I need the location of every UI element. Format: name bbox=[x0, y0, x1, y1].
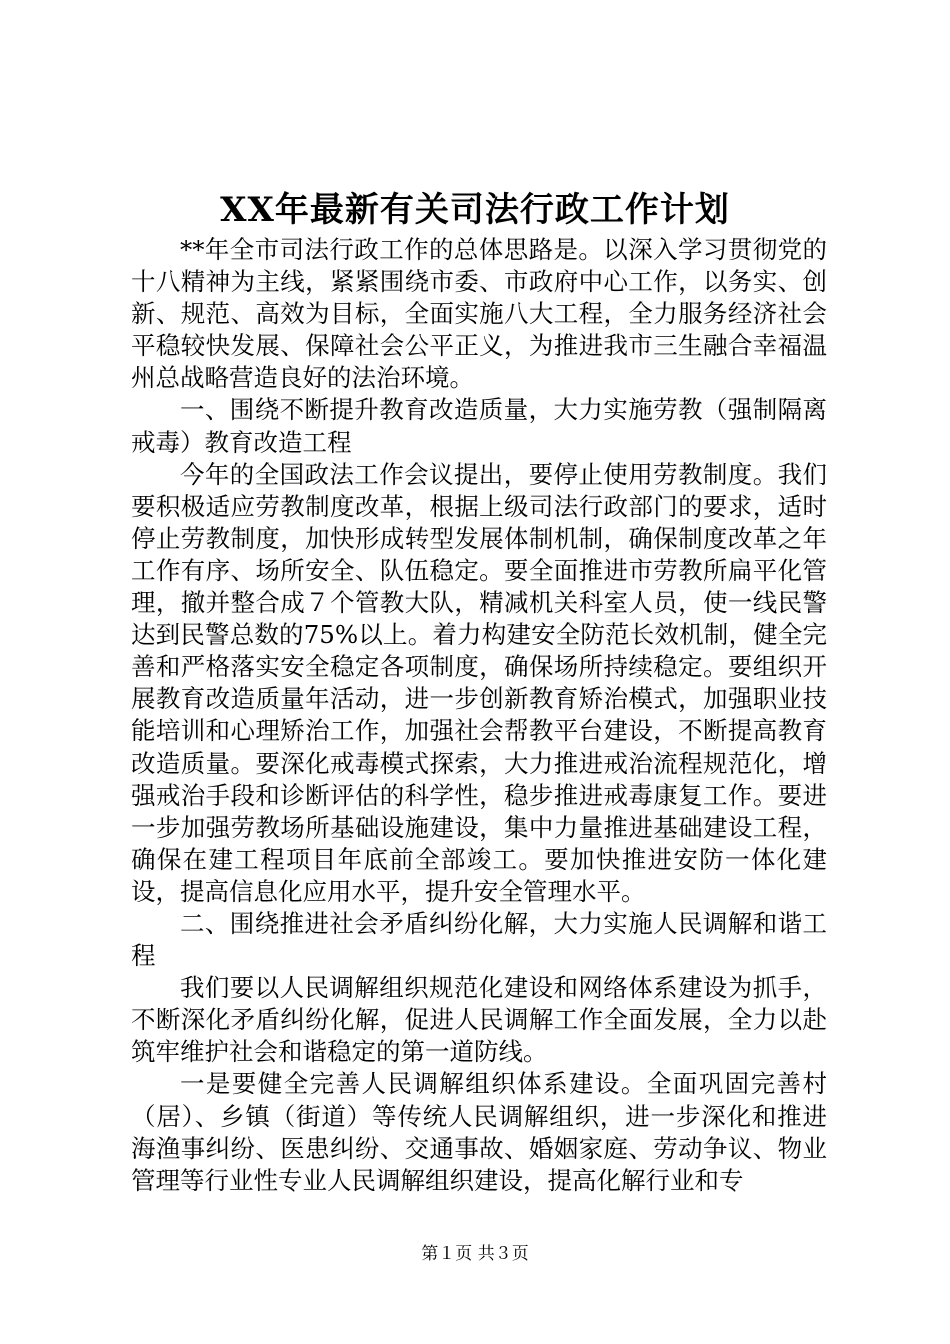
paragraph-section-two-intro: 我们要以人民调解组织规范化建设和网络体系建设为抓手，不断深化矛盾纠纷化解，促进人民调解工作全面发展，全力以赴筑牢维护社会和谐稳定的第一道防线。 bbox=[131, 973, 827, 1067]
document-title: XX年最新有关司法行政工作计划 bbox=[220, 190, 730, 230]
heading-section-two: 二、围绕推进社会矛盾纠纷化解，大力实施人民调解和谐工程 bbox=[131, 908, 827, 971]
paragraph-section-one: 今年的全国政法工作会议提出，要停止使用劳教制度。我们要积极适应劳教制度改革，根据上级司法行政部门的要求，适时停止劳教制度，加快形成转型发展体制机制，确保制度改革之年工作有序、场所安全、队伍稳定。要全面推进市劳教所扁平化管理，撤并整合成７个管教大队，精减机关科室人员，使一线民警达到民警总数的75%以上。着力构建安全防范长效机制，健全完善和严格落实安全稳定各项制度，确保场所持续稳定。要组织开展教育改造质量年活动，进一步创新教育矫治模式，加强职业技能培训和心理矫治工作，加强社会帮教平台建设，不断提高教育改造质量。要深化戒毒模式探索，大力推进戒治流程规范化，增强戒治手段和诊断评估的科学性，稳步推进戒毒康复工作。要进一步加强劳教场所基础设施建设，集中力量推进基础建设工程，确保在建工程项目年底前全部竣工。要加快推进安防一体化建设，提高信息化应用水平，提升安全管理水平。 bbox=[131, 459, 827, 906]
page-footer: 第１页 共３页 bbox=[421, 1244, 529, 1264]
heading-section-one: 一、围绕不断提升教育改造质量，大力实施劳教（强制隔离戒毒）教育改造工程 bbox=[131, 395, 827, 457]
document-body bbox=[131, 234, 827, 1197]
paragraph-overview: **年全市司法行政工作的总体思路是。以深入学习贯彻党的十八精神为主线，紧紧围绕市委、市政府中心工作，以务实、创新、规范、高效为目标，全面实施八大工程，全力服务经济社会平稳较快发展、保障社会公平正义，为推进我市三生融合幸福温州总战略营造良好的法治环境。 bbox=[131, 235, 827, 393]
paragraph-section-two-point-one: 一是要健全完善人民调解组织体系建设。全面巩固完善村（居）、乡镇（街道）等传统人民调解组织，进一步深化和推进海渔事纠纷、医患纠纷、交通事故、婚姻家庭、劳动争议、物业管理等行业性专业人民调解组织建设，提高化解行业和专 bbox=[131, 1069, 827, 1195]
